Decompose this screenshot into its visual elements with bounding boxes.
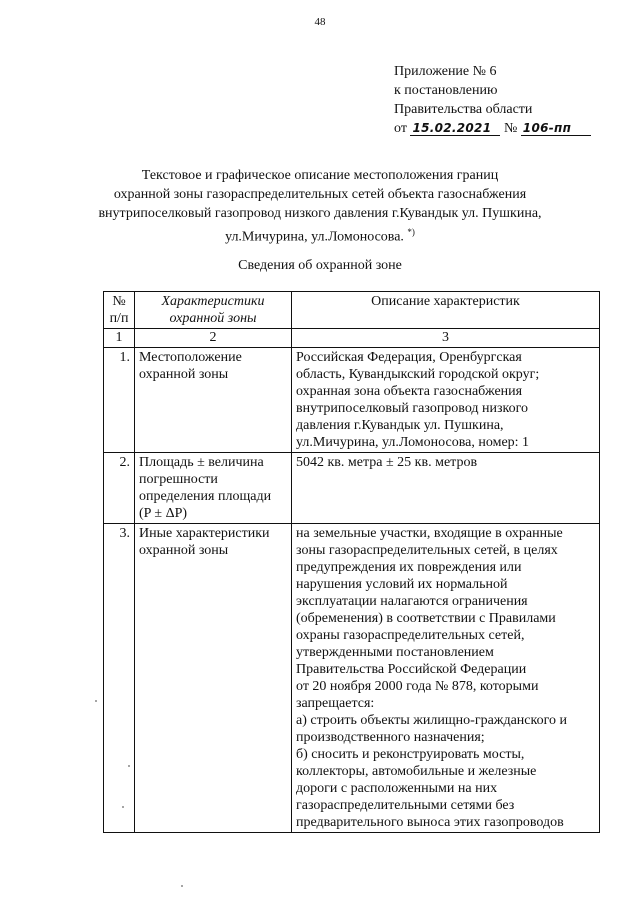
row-description xyxy=(292,453,600,524)
description-line: охраны газораспределительных сетей, xyxy=(296,628,525,643)
characteristic-line: охранной зоны xyxy=(139,543,229,558)
row-number: 1. xyxy=(104,348,135,453)
table-header-row xyxy=(104,292,600,329)
appendix-line-3: Правительства области xyxy=(394,102,533,117)
header-characteristics: Характеристики охранной зоны xyxy=(135,292,292,329)
characteristic-line: Площадь ± величина xyxy=(139,455,264,470)
description-line: запрещается: xyxy=(296,696,375,711)
row-description xyxy=(292,524,600,833)
description-line: от 20 ноября 2000 года № 878, которыми xyxy=(296,679,539,694)
title-line-4-text: ул.Мичурина, ул.Ломоносова. xyxy=(225,229,404,245)
title-line-4 xyxy=(60,223,580,247)
description-line: нарушения условий их нормальной xyxy=(296,577,508,592)
description-line: а) строить объекты жилищно-гражданского и xyxy=(296,713,567,728)
description-line: предупреждения их повреждения или xyxy=(296,560,522,575)
header-description: Описание характеристик xyxy=(292,292,600,329)
row-number: 3. xyxy=(104,524,135,833)
title-line-3: внутрипоселковый газопровод низкого давления г.Кувандык ул. Пушкина, xyxy=(98,206,542,221)
title-line-2: охранной зоны газораспределительных сетей объекта газоснабжения xyxy=(113,187,527,202)
description-line: дороги с расположенными на них xyxy=(296,781,498,796)
date-prefix: от xyxy=(394,121,407,136)
table-row xyxy=(104,348,600,453)
description-line: эксплуатации налагаются ограничения xyxy=(296,594,528,609)
row-description xyxy=(292,348,600,453)
description-line: газораспределительными сетями без xyxy=(296,798,515,813)
index-cell-1: 1 xyxy=(104,329,135,348)
characteristic-line: Иные характеристики xyxy=(139,526,270,541)
description-line: на земельные участки, входящие в охранные xyxy=(296,526,563,541)
handwritten-number: 106-пп xyxy=(521,121,591,136)
index-cell-2: 2 xyxy=(135,329,292,348)
description-line: (обременения) в соответствии с Правилами xyxy=(296,611,556,626)
scan-speck xyxy=(128,765,130,767)
scan-speck xyxy=(95,700,97,702)
appendix-line-1: Приложение № 6 xyxy=(394,64,497,79)
description-line: зоны газораспределительных сетей, в целях xyxy=(296,543,558,558)
scan-speck xyxy=(181,885,183,887)
description-line: предварительного выноса этих газопроводов xyxy=(296,815,564,830)
scan-speck xyxy=(122,806,124,808)
footnote-mark: *) xyxy=(407,227,415,237)
description-line: давления г.Кувандык ул. Пушкина, xyxy=(296,418,504,433)
protection-zone-table xyxy=(103,291,600,833)
header-number: № п/п xyxy=(104,292,135,329)
description-line: ул.Мичурина, ул.Ломоносова, номер: 1 xyxy=(296,435,530,450)
appendix-block xyxy=(394,62,591,138)
description-line: б) сносить и реконструировать мосты, xyxy=(296,747,525,762)
characteristic-line: (P ± ΔP) xyxy=(139,506,188,521)
page-number: 48 xyxy=(314,16,326,28)
characteristic-line: Местоположение xyxy=(139,350,242,365)
handwritten-date: 15.02.2021 xyxy=(410,121,500,136)
description-line: охранная зона объекта газоснабжения xyxy=(296,384,523,399)
description-line: Российская Федерация, Оренбургская xyxy=(296,350,522,365)
description-line: внутрипоселковый газопровод низкого xyxy=(296,401,529,416)
description-line: Правительства Российской Федерации xyxy=(296,662,527,677)
table-row xyxy=(104,453,600,524)
row-characteristic xyxy=(135,524,292,833)
characteristic-line: определения площади xyxy=(139,489,272,504)
document-title xyxy=(60,166,580,247)
row-characteristic xyxy=(135,453,292,524)
appendix-date-line xyxy=(394,119,591,138)
number-prefix: № xyxy=(503,121,518,136)
description-line: 5042 кв. метра ± 25 кв. метров xyxy=(296,455,478,470)
characteristic-line: погрешности xyxy=(139,472,218,487)
row-number: 2. xyxy=(104,453,135,524)
description-line: коллекторы, автомобильные и железные xyxy=(296,764,537,779)
description-line: производственного назначения; xyxy=(296,730,485,745)
table-index-row xyxy=(104,329,600,348)
table-row xyxy=(104,524,600,833)
table-body xyxy=(104,329,600,833)
section-title: Сведения об охранной зоне xyxy=(238,258,402,273)
row-characteristic xyxy=(135,348,292,453)
description-line: утвержденными постановлением xyxy=(296,645,494,660)
characteristic-line: охранной зоны xyxy=(139,367,229,382)
title-line-1: Текстовое и графическое описание местоположения границ xyxy=(141,168,499,183)
index-cell-3: 3 xyxy=(292,329,600,348)
appendix-line-2: к постановлению xyxy=(394,83,498,98)
description-line: область, Кувандыкский городской округ; xyxy=(296,367,540,382)
